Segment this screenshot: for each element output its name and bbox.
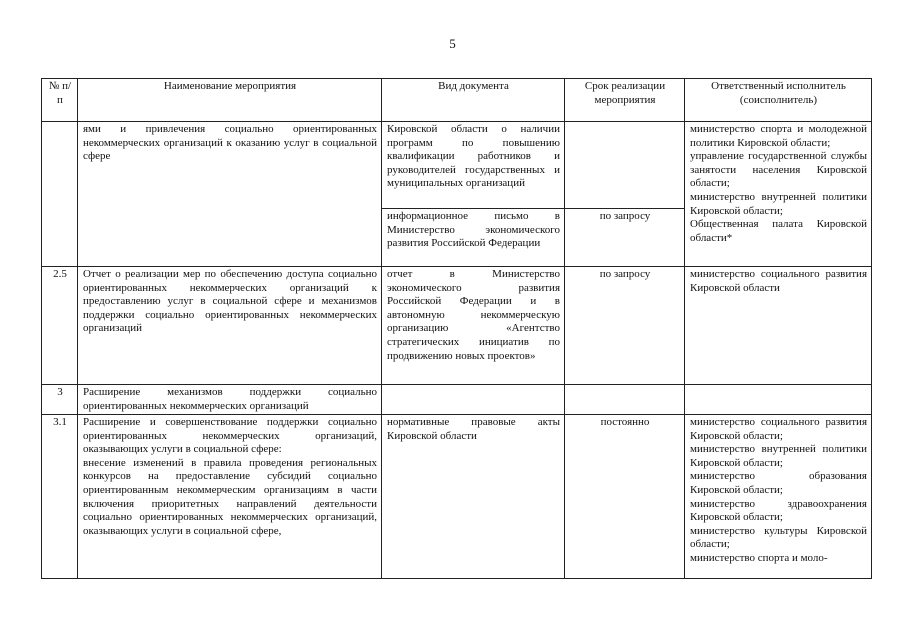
name-part: внесение изменений в правила проведения региональных конкурсов на предоставление субсидий социально ориентированным некоммерческим организациям в части включения приоритетных направлений деятельности социально ориентированных некоммерческих организаций, оказывающих услуги в социальной сфере, bbox=[83, 456, 377, 537]
header-responsible: Ответственный исполнитель (соисполнитель) bbox=[685, 79, 872, 122]
page-number: 5 bbox=[449, 36, 456, 51]
row-2-5-name: Отчет о реализации мер по обеспечению доступа социально ориентированных некоммерческих организаций к предоставлению услуг в социальной сфере и механизмов поддержки социально ориентированных некоммерческих организаций bbox=[78, 267, 382, 385]
row-3-num: 3 bbox=[42, 385, 78, 415]
row-3-name: Расширение механизмов поддержки социально ориентированных некоммерческих организаций bbox=[78, 385, 382, 415]
row-cont-name: ями и привлечения социально ориентированных некоммерческих организаций к оказанию услуг в социальной сфере bbox=[78, 122, 382, 267]
row-cont-term2: по запросу bbox=[565, 209, 685, 267]
responsible-line: министерство внутренней политики Кировской области; bbox=[690, 443, 867, 469]
table-row bbox=[42, 385, 872, 415]
responsible-line: Общественная палата Кировской области* bbox=[690, 218, 867, 244]
row-cont-num bbox=[42, 122, 78, 267]
table-header-row bbox=[42, 79, 872, 122]
row-cont-doc1: Кировской области о наличии программ по повышению квалификации работников и руководителей государственных и муниципальных организаций bbox=[382, 122, 565, 209]
row-2-5-doc: отчет в Министерство экономического развития Российской Федерации и в автономную некоммерческую организацию «Агентство стратегических инициатив по продвижению новых проектов» bbox=[382, 267, 565, 385]
responsible-line: министерство образования Кировской области; bbox=[690, 470, 867, 496]
responsible-line: министерство внутренней политики Кировской области; bbox=[690, 190, 867, 217]
row-3-term bbox=[565, 385, 685, 415]
measures-table bbox=[41, 78, 872, 579]
header-doc: Вид документа bbox=[382, 79, 565, 122]
row-3-1-doc: нормативные правовые акты Кировской области bbox=[382, 415, 565, 579]
responsible-line: министерство спорта и моло- bbox=[690, 551, 828, 564]
responsible-line: министерство социального развития Кировской области; bbox=[690, 416, 867, 442]
responsible-line: министерство культуры Кировской области; bbox=[690, 524, 867, 551]
row-cont-term1 bbox=[565, 122, 685, 209]
table-row bbox=[42, 415, 872, 579]
row-3-1-term: постоянно bbox=[565, 415, 685, 579]
row-3-responsible bbox=[685, 385, 872, 415]
row-2-5-responsible: министерство социального развития Кировской области bbox=[685, 267, 872, 385]
row-2-5-term: по запросу bbox=[565, 267, 685, 385]
row-3-1-responsible bbox=[685, 415, 872, 579]
responsible-line: управление государственной службы занятости населения Кировской области; bbox=[690, 150, 867, 190]
row-3-1-num: 3.1 bbox=[42, 415, 78, 579]
responsible-line: министерство спорта и молодежной политики Кировской области; bbox=[690, 123, 867, 149]
responsible-line: министерство здравоохранения Кировской области; bbox=[690, 497, 867, 524]
table-row bbox=[42, 122, 872, 209]
row-2-5-num: 2.5 bbox=[42, 267, 78, 385]
header-name: Наименование мероприятия bbox=[78, 79, 382, 122]
header-num: № п/п bbox=[42, 79, 78, 122]
row-cont-doc2: информационное письмо в Министерство экономического развития Российской Федерации bbox=[382, 209, 565, 267]
row-3-doc bbox=[382, 385, 565, 415]
header-term: Срок реализации мероприятия bbox=[565, 79, 685, 122]
row-cont-responsible bbox=[685, 122, 872, 267]
name-part: Расширение и совершенствование поддержки социально ориентированных некоммерческих организаций, оказывающих услуги в социальной сфере: bbox=[83, 416, 377, 456]
table-row bbox=[42, 267, 872, 385]
row-3-1-name bbox=[78, 415, 382, 579]
